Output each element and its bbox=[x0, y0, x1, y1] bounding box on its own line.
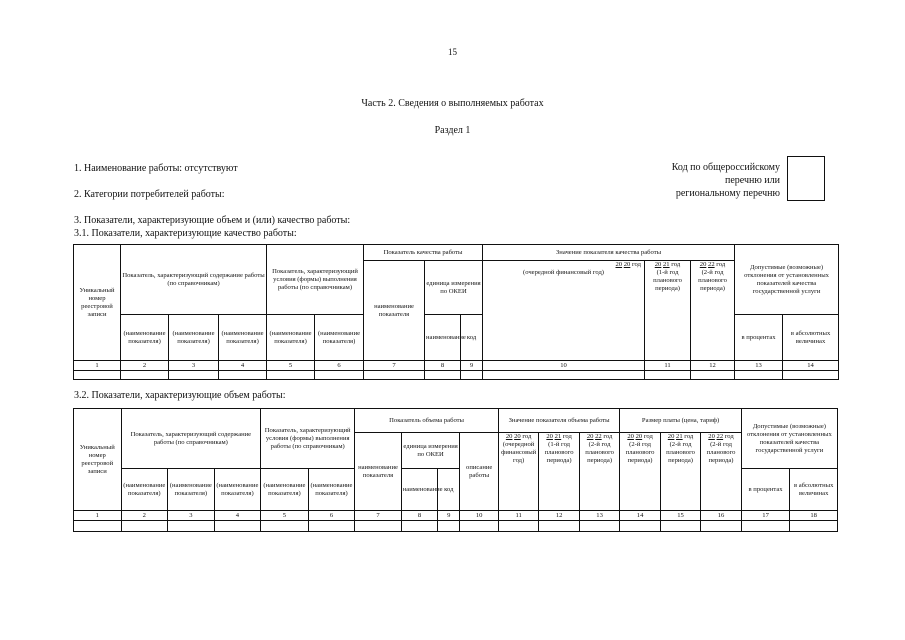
numbers-row bbox=[74, 361, 839, 371]
col-number: 3 bbox=[168, 511, 215, 521]
col-number: 6 bbox=[315, 361, 364, 371]
col-number: 16 bbox=[701, 511, 742, 521]
hdr-code: код bbox=[461, 315, 483, 361]
hdr-name-sub: (наименование показателя) bbox=[169, 315, 219, 361]
hdr-value-second: 20 22 год (2-й год планового периода) bbox=[579, 433, 620, 511]
col-number: 12 bbox=[539, 511, 579, 521]
hdr-desc: описание работы bbox=[460, 433, 498, 511]
col-number: 5 bbox=[267, 361, 315, 371]
hdr-name-sub: (наименование показателя) bbox=[267, 315, 315, 361]
col-number: 13 bbox=[735, 361, 783, 371]
col-number: 13 bbox=[579, 511, 620, 521]
hdr-value-quality: Значение показателя качества работы bbox=[483, 245, 735, 261]
col-number: 8 bbox=[401, 511, 437, 521]
col-number: 11 bbox=[645, 361, 691, 371]
hdr-name-sub: (наименование показателя) bbox=[214, 469, 261, 511]
hdr-conditions: Показатель, характеризующий условия (формы) выполнения работы (по справочникам) bbox=[267, 245, 364, 315]
hdr-percent: в процентах bbox=[735, 315, 783, 361]
col-number: 9 bbox=[461, 361, 483, 371]
hdr-unit: единица измерения по ОКЕИ bbox=[401, 433, 460, 469]
section-title: Раздел 1 bbox=[434, 125, 471, 136]
hdr-absolute: в абсолютных величинах bbox=[790, 469, 838, 511]
hdr-naim: наименование показателя bbox=[355, 433, 402, 511]
hdr-unique: Уникальный номер реестровой записи bbox=[74, 245, 121, 361]
col-number: 17 bbox=[741, 511, 790, 521]
col-number: 14 bbox=[783, 361, 839, 371]
hdr-name-sub: (наименование показателя) bbox=[168, 469, 215, 511]
hdr-value-first: 20 21 год (1-й год планового периода) bbox=[539, 433, 579, 511]
hdr-content: Показатель, характеризующий содержание работы (по справочникам) bbox=[121, 245, 267, 315]
col-number: 14 bbox=[620, 511, 660, 521]
hdr-name-sub: (наименование показателя) bbox=[315, 315, 364, 361]
code-label-line-3: региональному перечню bbox=[675, 188, 780, 199]
col-number: 9 bbox=[438, 511, 460, 521]
hdr-unit-name: наименование bbox=[425, 315, 461, 361]
hdr-quality: Показатель качества работы bbox=[364, 245, 483, 261]
col-number: 4 bbox=[214, 511, 261, 521]
page-number: 15 bbox=[448, 47, 457, 57]
hdr-name-sub: (наименование показателя) bbox=[219, 315, 267, 361]
col-number: 8 bbox=[425, 361, 461, 371]
hdr-price: Размер платы (цена, тариф) bbox=[620, 409, 741, 433]
hdr-naim: наименование показателя bbox=[364, 261, 425, 361]
hdr-deviation: Допустимые (возможные) отклонения от установленных показателей качества государственной услуги bbox=[735, 245, 839, 315]
hdr-year-second: 20 22 год (2-й год планового периода) bbox=[691, 261, 735, 361]
hdr-deviation: Допустимые (возможные) отклонения от установленных показателей качества государственной услуги bbox=[741, 409, 837, 469]
code-label-line-1: Код по общероссийскому bbox=[671, 162, 780, 173]
hdr-percent: в процентах bbox=[741, 469, 790, 511]
col-number: 2 bbox=[121, 511, 168, 521]
hdr-content: Показатель, характеризующий содержание работы (по справочникам) bbox=[121, 409, 261, 469]
part-title: Часть 2. Сведения о выполняемых работах bbox=[361, 98, 544, 109]
col-number: 18 bbox=[790, 511, 838, 521]
hdr-code: код bbox=[438, 469, 460, 511]
hdr-name-sub: (наименование показателя) bbox=[121, 315, 169, 361]
item-indicators: 3. Показатели, характеризующие объем и (или) качество работы: bbox=[74, 215, 351, 226]
item-work-name: 1. Наименование работы: отсутствуют bbox=[74, 163, 238, 174]
col-number: 12 bbox=[691, 361, 735, 371]
col-number: 1 bbox=[74, 511, 122, 521]
numbers-row bbox=[74, 511, 838, 521]
col-number: 7 bbox=[364, 361, 425, 371]
hdr-price-second: 20 22 год (2-й год планового периода) bbox=[701, 433, 742, 511]
code-box[interactable] bbox=[787, 156, 825, 201]
col-number: 6 bbox=[308, 511, 355, 521]
hdr-conditions: Показатель, характеризующий условия (формы) выполнения работы (по справочникам) bbox=[261, 409, 355, 469]
hdr-name-sub: (наименование показателя) bbox=[121, 469, 168, 511]
hdr-price-first: 20 21 год (2-й год планового периода) bbox=[660, 433, 700, 511]
table-row bbox=[74, 521, 838, 532]
hdr-unit: единица измерения по ОКЕИ bbox=[425, 261, 483, 315]
code-label-line-2: перечню или bbox=[724, 175, 780, 186]
volume-table bbox=[73, 408, 838, 532]
col-number: 7 bbox=[355, 511, 402, 521]
col-number: 1 bbox=[74, 361, 121, 371]
col-number: 4 bbox=[219, 361, 267, 371]
col-number: 2 bbox=[121, 361, 169, 371]
hdr-absolute: в абсолютных величинах bbox=[783, 315, 839, 361]
hdr-name-sub: (наименование показателя) bbox=[308, 469, 355, 511]
col-number: 15 bbox=[660, 511, 700, 521]
col-number: 5 bbox=[261, 511, 309, 521]
quality-table bbox=[73, 244, 839, 380]
hdr-volume: Показатель объема работы bbox=[355, 409, 499, 433]
item-volume: 3.2. Показатели, характеризующие объем работы: bbox=[74, 390, 286, 401]
hdr-name-sub: (наименование показателя) bbox=[261, 469, 309, 511]
col-number: 10 bbox=[483, 361, 645, 371]
col-number: 10 bbox=[460, 511, 498, 521]
hdr-unique: Уникальный номер реестровой записи bbox=[74, 409, 122, 511]
hdr-price-next: 20 20 год (2-й год планового периода) bbox=[620, 433, 660, 511]
hdr-value-volume: Значение показателя объема работы bbox=[498, 409, 619, 433]
item-consumers: 2. Категории потребителей работы: bbox=[74, 189, 225, 200]
col-number: 11 bbox=[498, 511, 538, 521]
hdr-unit-name: наименование bbox=[401, 469, 437, 511]
item-quality: 3.1. Показатели, характеризующие качество работы: bbox=[74, 228, 297, 239]
hdr-value-next: 20 20 год (очередной финансовый год) bbox=[498, 433, 538, 511]
hdr-year-next: 20 20 год (очередной финансовый год) bbox=[483, 261, 645, 361]
table-row bbox=[74, 371, 839, 380]
col-number: 3 bbox=[169, 361, 219, 371]
hdr-year-first: 20 21 год (1-й год планового периода) bbox=[645, 261, 691, 361]
